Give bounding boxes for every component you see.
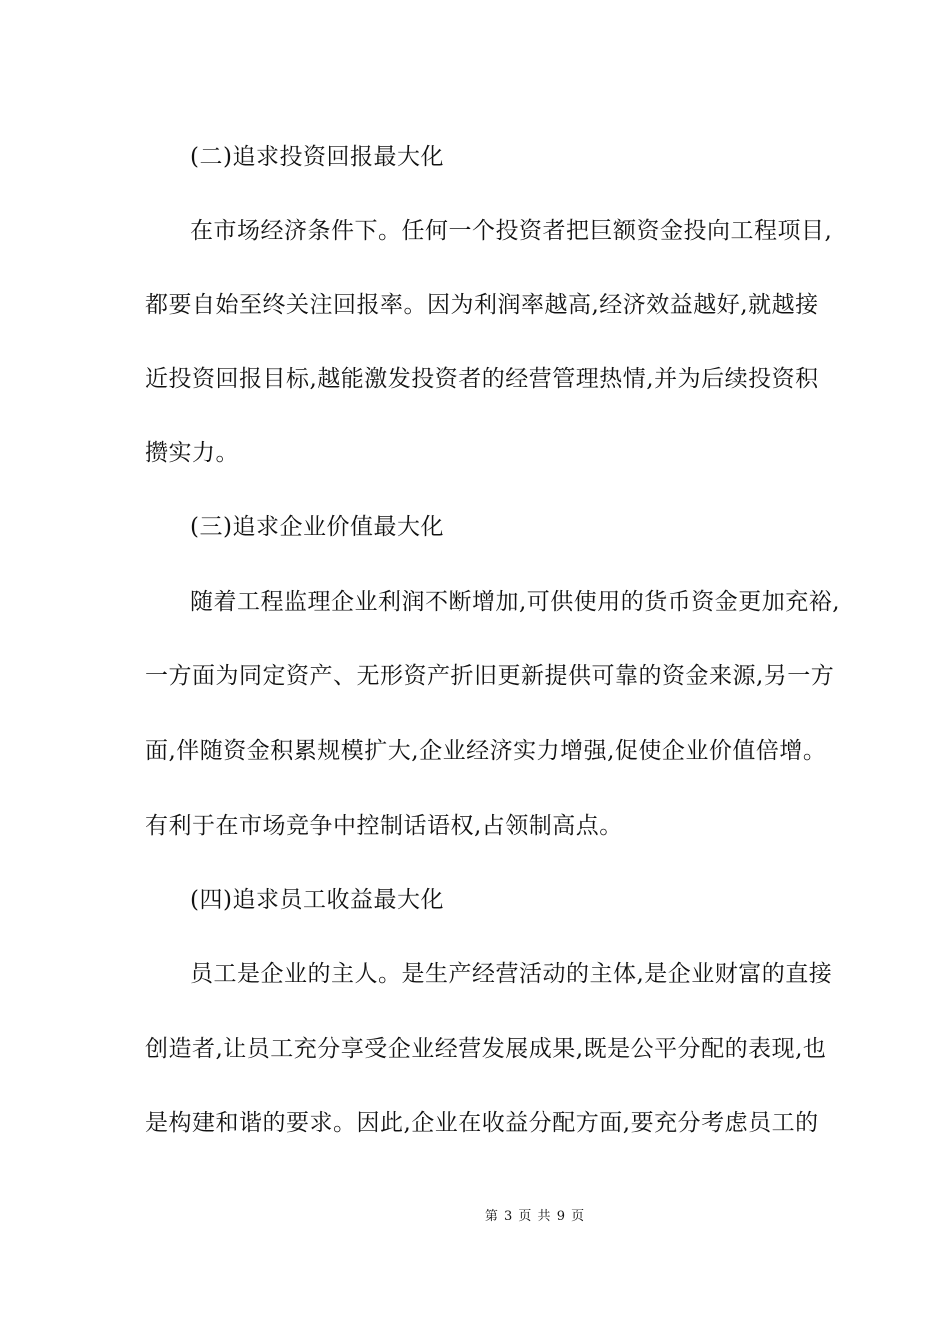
section-heading-2: (二)追求投资回报最大化: [190, 144, 444, 170]
paragraph-line: 都要自始至终关注回报率。因为利润率越高,经济效益越好,就越接: [145, 292, 819, 318]
section-heading-4: (四)追求员工收益最大化: [190, 887, 444, 913]
paragraph-line: 随着工程监理企业利润不断增加,可供使用的货币资金更加充裕,: [190, 589, 841, 615]
section-heading-3: (三)追求企业价值最大化: [190, 514, 444, 540]
paragraph-line: 是构建和谐的要求。因此,企业在收益分配方面,要充分考虑员工的: [145, 1110, 819, 1136]
paragraph-line: 一方面为同定资产、无形资产折旧更新提供可靠的资金来源,另一方: [145, 663, 835, 689]
paragraph-line: 有利于在市场竞争中控制话语权,占领制高点。: [145, 813, 623, 839]
paragraph-line: 在市场经济条件下。任何一个投资者把巨额资金投向工程项目,: [190, 218, 833, 244]
page-number-footer: 第 3 页 共 9 页: [484, 1209, 586, 1224]
paragraph-line: 近投资回报目标,越能激发投资者的经营管理热情,并为后续投资积: [145, 366, 819, 392]
paragraph-line: 员工是企业的主人。是生产经营活动的主体,是企业财富的直接: [190, 961, 833, 987]
paragraph-line: 创造者,让员工充分享受企业经营发展成果,既是公平分配的表现,也: [145, 1036, 827, 1062]
paragraph-line: 面,伴随资金积累规模扩大,企业经济实力增强,促使企业价值倍增。: [145, 738, 827, 764]
paragraph-line: 攒实力。: [145, 440, 239, 466]
